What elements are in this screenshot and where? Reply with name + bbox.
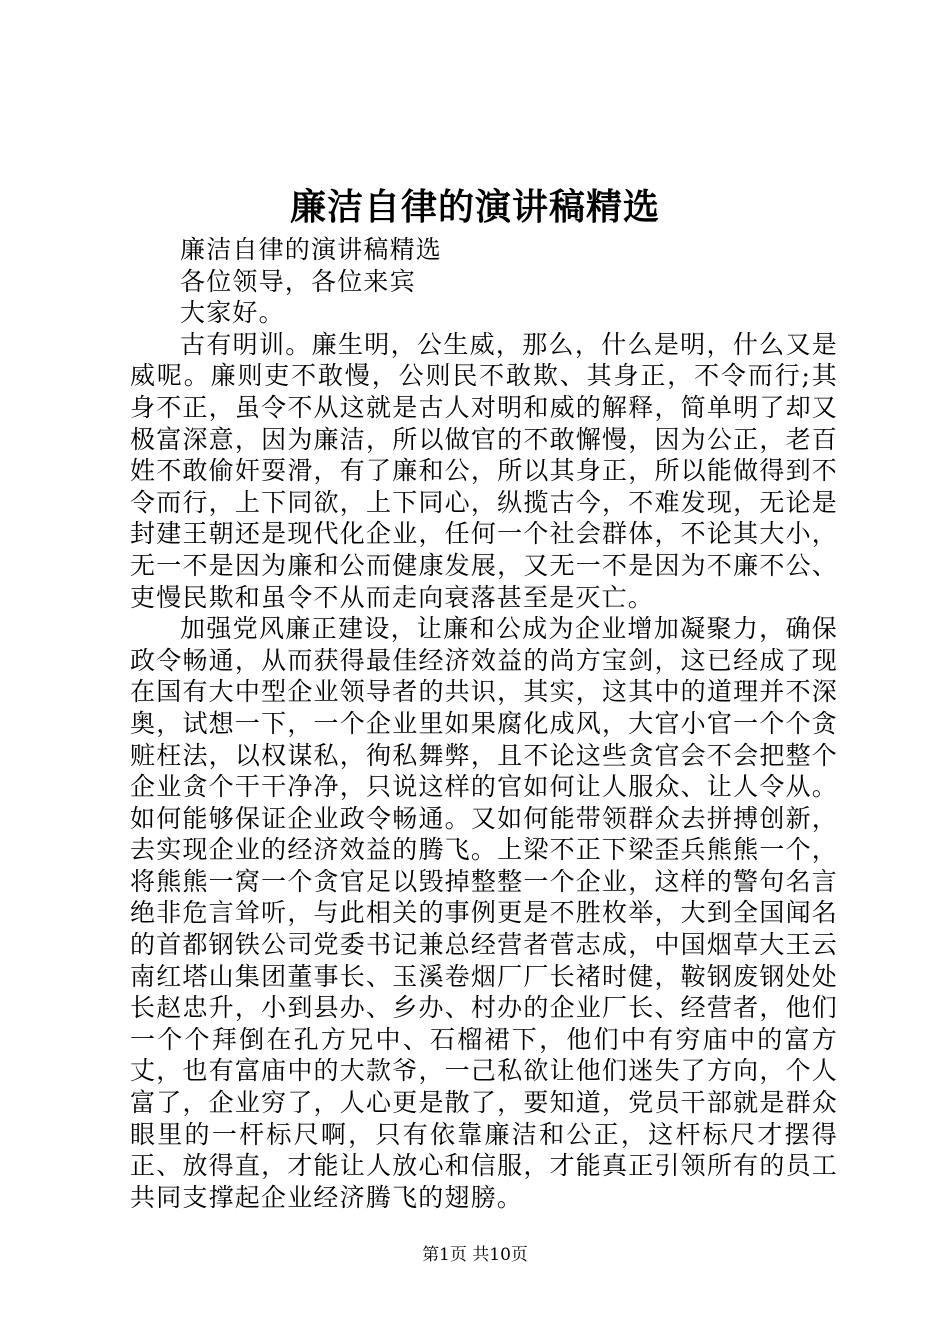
paragraph-greeting: 大家好。 [180,298,285,328]
paragraph-body-1: 古有明训。廉生明，公生威，那么，什么是明，什么又是威呢。廉则吏不敢慢，公则民不敢欺、其身正，不令而行;其身不正，虽令不从这就是古人对明和威的解释，简单明了却又极富深意，因为廉洁，所以做官的不敢懈慢，因为公正，老百姓不敢偷奸耍滑，有了廉和公，所以其身正，所以能做得到不令而行，上下同欲，上下同心，纵揽古今，不难发现，无论是封建王朝还是现代化企业，任何一个社会群体，不论其大小，无一不是因为廉和公而健康发展，又无一不是因为不廉不公、吏慢民欺和虽令不从而走向衰落甚至是灭亡。 [130,329,838,612]
paragraph-salutation: 各位领导，各位来宾 [180,266,416,296]
paragraph-heading: 廉洁自律的演讲稿精选 [180,235,443,264]
page-footer: 第1页 共10页 [422,1245,528,1265]
document-title: 廉洁自律的演讲稿精选 [289,187,660,228]
document-body [130,234,838,1213]
paragraph-body-2: 加强党风廉正建设，让廉和公成为企业增加凝聚力，确保政令畅通，从而获得最佳经济效益的尚方宝剑，这已经成了现在国有大中型企业领导者的共识，其实，这其中的道理并不深奥，试想一下，一个企业里如果腐化成风，大官小官一个个贪赃枉法，以权谋私，徇私舞弊，且不论这些贪官会不会把整个企业贪个干干净净，只说这样的官如何让人服众、让人令从。如何能够保证企业政令畅通。又如何能带领群众去拼搏创新，去实现企业的经济效益的腾飞。上梁不正下梁歪兵熊熊一个，将熊熊一窝一个贪官足以毁掉整整一个企业，这样的警句名言绝非危言耸听，与此相关的事例更是不胜枚举，大到全国闻名的首都钢铁公司党委书记兼总经营者菅志成，中国烟草大王云南红塔山集团董事长、玉溪卷烟厂厂长褚时健，鞍钢废钢处处长赵忠升，小到县办、乡办、村办的企业厂长、经营者，他们一个个拜倒在孔方兄中、石榴裙下，他们中有穷庙中的富方丈，也有富庙中的大款爷，一己私欲让他们迷失了方向，个人富了，企业穷了，人心更是散了，要知道，党员干部就是群众眼里的一杆标尺啊，只有依靠廉洁和公正，这杆标尺才摆得正、放得直，才能让人放心和信服，才能真正引领所有的员工共同支撑起企业经济腾飞的翅膀。 [130,614,838,1212]
